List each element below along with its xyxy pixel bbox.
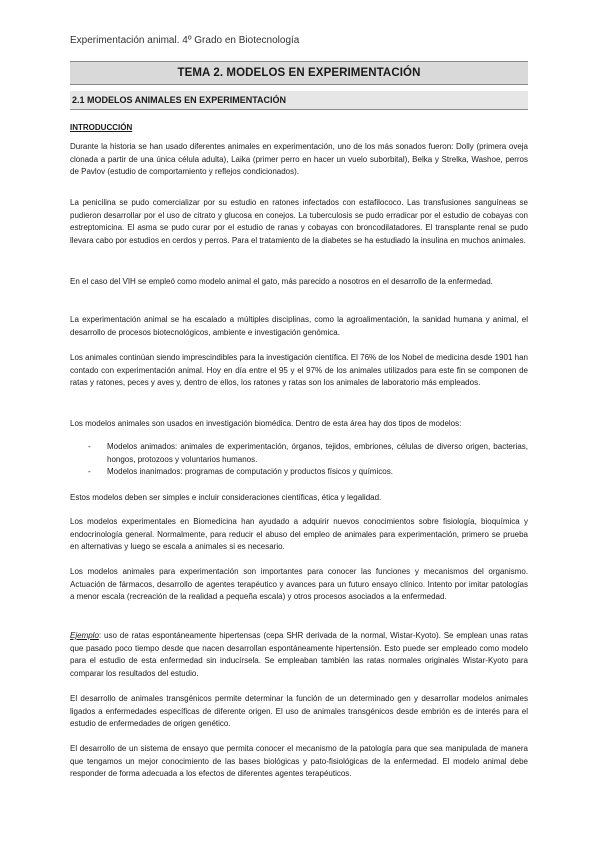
- paragraph-2: La penicilina se pudo comercializar por su estudio en ratones infectados con estafilococo. Las transfusiones sanguíneas se pudieron desarrollar por el uso de citrato y glucosa en conejos. La tuberculosis se pudo erradicar por el estudio de cobayas con estreptomicina. El asma se pudo curar por el estudio de ranas y cobayas con broncodilatadores. El transplante renal se pudo llevara cabo por estudios en cerdos y perros. Para el tratamiento de la diabetes se ha estudiado la insulina en muchos animales.: [70, 198, 528, 245]
- paragraph-11: El desarrollo de animales transgénicos permite determinar la función de un determinado gen y desarrollar modelos animales ligados a enfermedades específicas de diferente origen. El uso de animales transgénicos desde embrión es de interés para el estudio de enfermedades de origen genético.: [70, 694, 528, 728]
- section-heading-bar: [70, 91, 528, 110]
- paragraph-10: [70, 630, 528, 680]
- paragraph-5: Los animales continúan siendo imprescindibles para la investigación científica. El 76% de los Nobel de medicina desde 1901 han contado con experimentación animal. Hoy en día entre el 95 y el 97% de los animales utilizados para este fin se componen de ratas y ratones, peces y aves y, dentro de ellos, los ratones y ratas son los animales de laboratorio más empleados.: [70, 353, 528, 387]
- running-header: Experimentación animal. 4º Grado en Biotecnología: [70, 35, 300, 46]
- paragraph-4: La experimentación animal se ha escalado a múltiples disciplinas, como la agroalimentación, la sanidad humana y animal, el desarrollo de procesos biotecnológicos, ambiente e investigación genómica.: [70, 315, 528, 337]
- paragraph-12: El desarrollo de un sistema de ensayo que permita conocer el mecanismo de la patología para que sea manipulada de manera que tengamos un mejor conocimiento de las bases biológicas y pato-fisiológicas de la enfermedad. El modelo animal debe responder de forma adecuada a los efectos de diferentes agentes terapéuticos.: [70, 744, 528, 778]
- paragraph-9: Los modelos animales para experimentación son importantes para conocer las funciones y mecanismos del organismo. Actuación de fármacos, desarrollo de agentes terapéutico y avances para un futuro ensayo clínico. Intento por imitar patologías a menor escala (recreación de la realidad a pequeña escala) y otros procesos asociados a la enfermedad.: [70, 567, 528, 601]
- list-item-text: Modelos animados: animales de experimentación, órganos, tejidos, embriones, células de diverso origen, bacterias, hongos, protozoos y voluntarios humanos.: [107, 442, 528, 464]
- paragraph-7: Estos modelos deben ser simples e incluir consideraciones científicas, ética y legalidad.: [70, 493, 382, 502]
- chapter-title: TEMA 2. MODELOS EN EXPERIMENTACIÓN: [177, 67, 421, 79]
- paragraph-1: Durante la historia se han usado diferentes animales en experimentación, uno de los más sonados fueron: Dolly (primera oveja clonada a partir de una única célula adulta), Laika (primer perro en hacer un vuelo suborbital), Belka y Strelka, Washoe, perros de Pavlov (estudio de comportamiento y reflejos condicionados).: [70, 142, 528, 176]
- list-marker: -: [88, 442, 91, 451]
- paragraph-8: Los modelos experimentales en Biomedicina han ayudado a adquirir nuevos conocimientos sobre fisiología, bioquímica y endocrinología general. Normalmente, para reducir el abuso del empleo de animales para experimentación, primero se prueba en alternativas y luego se escala a animales si es necesario.: [70, 517, 528, 551]
- paragraph-6: Los modelos animales son usados en investigación biomédica. Dentro de esta área hay dos tipos de modelos:: [70, 419, 462, 428]
- intro-heading: INTRODUCCIÓN: [70, 123, 133, 132]
- list-item: [70, 441, 528, 466]
- example-label: Ejemplo: [70, 631, 99, 640]
- list-item-text: Modelos inanimados: programas de computación y productos físicos y químicos.: [107, 467, 393, 476]
- list-item: [70, 466, 528, 479]
- model-types-list: [70, 441, 528, 479]
- chapter-title-bar: [70, 61, 528, 85]
- example-text: : uso de ratas espontáneamente hipertensas (cepa SHR derivada de la normal, Wistar-Kyoto). Se emplean unas ratas que pasado poco tiempo desde que nacen desarrollan espontáneamente hipertensión. Esto puede ser empleado como modelo para el estudio de esta enfermedad sin inducírsela. Se empleaban también las ratas normales originales Wistar-Kyoto para comparar los resultados del estudio.: [70, 631, 528, 678]
- list-marker: -: [88, 467, 91, 476]
- section-heading: 2.1 MODELOS ANIMALES EN EXPERIMENTACIÓN: [72, 95, 287, 105]
- paragraph-3: En el caso del VIH se empleó como modelo animal el gato, más parecido a nosotros en el desarrollo de la enfermedad.: [70, 277, 493, 286]
